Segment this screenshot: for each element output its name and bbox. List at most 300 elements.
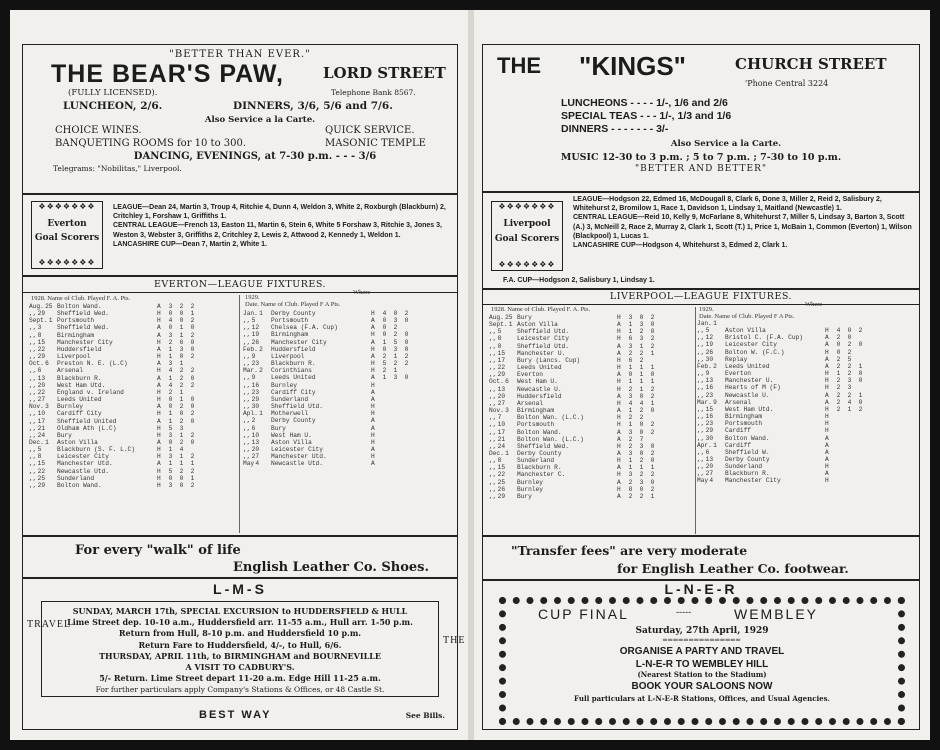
fixture-date: Nov. 3: [489, 407, 509, 415]
fixture-row: [243, 410, 448, 417]
fixture-club: Sheffield Wed.: [57, 310, 109, 318]
fixture-club: Manchester U.: [517, 349, 566, 357]
fixture-goals-against: 0: [847, 334, 852, 342]
fixture-row: [489, 314, 691, 321]
fixtures-header-where: Where: [805, 301, 823, 308]
fixture-club: Blackburn (S. F. L.C): [57, 446, 135, 454]
fixture-date: ,, 17: [489, 428, 506, 436]
fixture-points: [401, 417, 412, 424]
fixture-club: Manchester City: [271, 338, 327, 346]
fixture-row: [489, 450, 691, 457]
fixture-venue: A: [157, 331, 161, 339]
fixture-row: [243, 446, 448, 453]
lms-see-bills: See Bills.: [405, 711, 445, 720]
fixture-row: [489, 350, 691, 357]
fixture-points: 0: [650, 442, 655, 450]
fixture-points: 0: [190, 324, 195, 332]
fixture-points: [855, 463, 866, 470]
fixture-points: [855, 413, 866, 420]
scorers-box-title: Liverpool: [503, 219, 551, 229]
fixture-date: ,, 10: [243, 431, 260, 439]
fixture-venue: H: [371, 331, 375, 339]
fixture-goals-against: 1: [179, 388, 184, 396]
fixture-date: ,, 20: [489, 392, 506, 400]
fixture-points: 2: [404, 352, 409, 360]
bears-paw-service: QUICK SERVICE.: [325, 125, 415, 136]
fixture-goals-against: 4: [847, 398, 852, 406]
fixture-date: ,, 23: [243, 360, 260, 368]
fixture-goals-for: 0: [836, 341, 841, 349]
fixture-club: Blackburn R.: [57, 374, 102, 382]
fixture-points: [401, 460, 412, 467]
fixture-date: ,, 8: [489, 457, 502, 465]
fixture-row: [29, 317, 234, 324]
fixture-row: [243, 425, 448, 432]
lms-line-6: A VISIT TO CADBURY'S.: [185, 662, 295, 673]
fixtures-header-right: Date. Name of Club. Played F A Pts.: [245, 301, 341, 308]
fixture-goals-against: 0: [639, 314, 644, 321]
fixture-club: Aston Villa: [517, 321, 558, 329]
fixture-venue: H: [157, 338, 161, 346]
fixture-row: [489, 421, 691, 428]
fixture-points: 0: [650, 321, 655, 329]
fixture-date: ,, 3: [29, 324, 42, 332]
fixture-date: ,, 9: [243, 374, 256, 382]
fixture-goals-against: 1: [179, 431, 184, 439]
fixture-points: 2: [190, 453, 195, 461]
fixture-row: [243, 339, 448, 346]
fixture-goals-for: 1: [628, 321, 633, 329]
fixture-club: Bury: [517, 492, 532, 500]
fixture-date: ,, 19: [697, 341, 714, 349]
fixture-date: ,, 8: [29, 453, 42, 461]
fixture-date: Sept. 1: [489, 321, 513, 329]
fixture-points: [855, 384, 866, 391]
fixture-venue: A: [825, 334, 829, 342]
fixture-venue: H: [825, 413, 829, 421]
fixture-club: Sunderland: [271, 395, 309, 403]
fixture-points: 2: [190, 331, 195, 339]
fixture-date: Jan. 1: [697, 320, 717, 327]
liverpool-scorers-list: [573, 195, 913, 250]
fixture-goals-for: 1: [168, 460, 173, 468]
fixture-club: Bolton Wand.: [57, 481, 102, 489]
scorers-box-title: Everton: [47, 219, 87, 229]
fixture-club: Newcastle Utd.: [271, 460, 323, 468]
fixture-goals-against: 3: [639, 321, 644, 329]
fixture-date: ,, 16: [697, 384, 714, 392]
fixture-points: 2: [650, 335, 655, 343]
fixture-row: [29, 460, 234, 467]
divider: [483, 191, 919, 193]
ornament-rule: ═══════════════: [662, 636, 742, 644]
fixture-date: ,, 19: [243, 331, 260, 339]
fixture-goals-against: 5: [847, 355, 852, 363]
lms-excursion-box: [41, 601, 439, 697]
fixture-venue: A: [825, 455, 829, 463]
fixture-venue: H: [825, 405, 829, 413]
fixture-goals-against: [390, 453, 401, 460]
fixture-points: [401, 446, 412, 453]
fixture-goals-for: 4: [836, 327, 841, 335]
fixture-goals-against: 2: [639, 414, 644, 422]
fixture-goals-for: 2: [168, 388, 173, 396]
fixture-venue: H: [157, 431, 161, 439]
fixture-date: ,, 15: [489, 349, 506, 357]
fixtures-column-divider: [239, 295, 240, 533]
fixture-date: ,, 27: [29, 396, 46, 404]
fixture-venue: H: [825, 384, 829, 392]
fixture-goals-against: 2: [393, 331, 398, 339]
fixture-goals-for: [833, 449, 844, 456]
lner-nearest: (Nearest Station to the Stadium): [637, 670, 767, 679]
fixture-goals-against: [390, 396, 401, 403]
fixture-row: [243, 346, 448, 353]
fixture-goals-against: [390, 460, 401, 467]
fixture-goals-against: 2: [179, 403, 184, 411]
fixture-goals-for: 2: [628, 385, 633, 393]
fixture-venue: A: [617, 435, 621, 443]
lner-checkered-border: [499, 597, 905, 725]
divider: [23, 275, 457, 277]
kings-ad: [483, 51, 919, 191]
fixture-goals-for: 0: [168, 474, 173, 482]
fixture-goals-for: 2: [628, 349, 633, 357]
leather-ad-line-2: English Leather Co. Shoes.: [233, 560, 430, 575]
fixture-points: 0: [650, 371, 655, 379]
fixture-club: Hearts of M (F): [725, 384, 781, 392]
fixture-club: Newcastle Utd.: [57, 467, 109, 475]
fixture-date: ,, 29: [29, 353, 46, 361]
fixture-venue: A: [617, 349, 621, 357]
fixture-date: ,, 5: [697, 327, 710, 335]
fixture-goals-against: [390, 403, 401, 410]
fixture-goals-against: 3: [639, 442, 644, 450]
fixture-club: Portsmouth: [57, 317, 95, 325]
fixture-date: ,, 20: [243, 445, 260, 453]
fixture-goals-for: 2: [628, 414, 633, 422]
lms-title: L-M-S: [213, 581, 267, 597]
fixture-venue: H: [617, 364, 621, 372]
fixture-club: Manchester U.: [725, 377, 774, 385]
bears-paw-slogan: "BETTER THAN EVER.": [169, 49, 311, 60]
fixture-goals-for: [833, 456, 844, 463]
fixture-date: Nov. 3: [29, 403, 49, 411]
fixture-points: 2: [650, 449, 655, 457]
fixture-points: [647, 414, 658, 421]
fixture-goals-against: 2: [393, 324, 398, 332]
fixture-date: Feb. 2: [243, 345, 263, 353]
fixture-goals-for: 4: [628, 399, 633, 407]
fixture-row: [697, 327, 907, 334]
fixture-club: [725, 320, 825, 327]
fixture-row: [489, 486, 691, 493]
fixture-goals-against: [390, 417, 401, 424]
fixture-club: West Ham U.: [517, 378, 558, 386]
fixture-points: 1: [858, 391, 863, 399]
fixture-date: ,, 6: [29, 367, 42, 375]
fixture-club: Huddersfield: [57, 345, 102, 353]
scorers-lancashire-cup: LANCASHIRE CUP—Dean 7, Martin 2, White 1.: [113, 240, 268, 248]
fixture-points: [855, 334, 866, 341]
divider: [23, 535, 457, 537]
fixture-row: [489, 436, 691, 443]
fixture-goals-against: 1: [179, 453, 184, 461]
fixture-points: 1: [190, 474, 195, 482]
divider: [23, 577, 457, 579]
fixture-points: 2: [650, 485, 655, 493]
fixture-goals-for: 1: [628, 457, 633, 465]
fixture-goals-against: 1: [639, 385, 644, 393]
fixture-date: ,, 29: [243, 395, 260, 403]
fixture-goals-for: 1: [628, 328, 633, 336]
fixture-venue: H: [371, 381, 375, 389]
left-page-frame: [22, 44, 466, 730]
scorers-box-subtitle: Goal Scorers: [34, 233, 100, 243]
fixture-goals-against: [390, 425, 401, 432]
fixture-goals-against: 2: [639, 407, 644, 415]
fixture-row: [243, 331, 448, 338]
fixture-date: Oct. 6: [489, 378, 509, 386]
fixture-date: ,, 8: [489, 342, 502, 350]
fixture-club: Everton: [725, 370, 751, 378]
fixture-date: ,, 29: [29, 481, 46, 489]
fixture-goals-for: 1: [168, 446, 173, 454]
fixture-club: Arsenal: [725, 398, 751, 406]
fixture-points: [855, 477, 866, 484]
fixture-club: Burnley: [517, 478, 543, 486]
fixture-club: Leeds United: [271, 374, 316, 382]
fixture-points: [401, 453, 412, 460]
fixture-goals-for: 3: [628, 392, 633, 400]
fixture-venue: A: [371, 460, 375, 468]
fixture-venue: H: [371, 453, 375, 461]
fixture-row: [489, 479, 691, 486]
fixture-venue: A: [617, 428, 621, 436]
fixture-goals-against: 2: [179, 381, 184, 389]
fixture-points: [855, 349, 866, 356]
lms-line-5: THURSDAY, APRIL 11th, to BIRMINGHAM and BOURNEVILLE: [99, 650, 381, 661]
fixture-goals-for: 8: [628, 485, 633, 493]
fixture-venue: H: [825, 370, 829, 378]
fixture-date: ,, 17: [29, 417, 46, 425]
fixture-row: [489, 328, 691, 335]
fixture-row: [243, 453, 448, 460]
fixture-club: Birmingham: [271, 331, 309, 339]
fixture-date: Aug. 25: [29, 303, 53, 310]
fixture-points: 0: [404, 345, 409, 353]
kings-carte: Also Service a la Carte.: [670, 139, 782, 149]
fixture-goals-for: [379, 382, 390, 389]
fixture-row: [29, 403, 234, 410]
fixture-points: 0: [650, 478, 655, 486]
fixture-goals-against: 3: [847, 384, 852, 392]
fixture-date: May 4: [243, 460, 260, 468]
fixture-goals-for: 2: [836, 398, 841, 406]
fixture-date: ,, 27: [489, 399, 506, 407]
fixture-points: [187, 446, 198, 453]
fixture-venue: H: [617, 485, 621, 493]
fixture-venue: A: [371, 424, 375, 432]
fixture-goals-against: 1: [847, 405, 852, 413]
fixture-goals-against: 1: [639, 464, 644, 472]
fixture-goals-for: 0: [382, 317, 387, 325]
fixture-goals-for: [379, 396, 390, 403]
fixture-date: ,, 5: [489, 328, 502, 336]
lner-title: L-N-E-R: [664, 581, 738, 597]
fixture-date: Aug. 25: [489, 314, 513, 321]
fixture-date: ,, 20: [697, 463, 714, 471]
right-page: [474, 10, 930, 740]
fixture-club: West Ham Utd.: [725, 405, 774, 413]
fixture-row: [489, 400, 691, 407]
fixture-goals-against: [844, 420, 855, 427]
fixture-goals-for: 2: [628, 442, 633, 450]
fixture-venue: A: [157, 417, 161, 425]
fixtures-header-right-year: 1929.: [699, 306, 714, 313]
fixture-goals-for: 4: [168, 367, 173, 375]
fixture-goals-against: 1: [179, 324, 184, 332]
fixture-row: [697, 320, 907, 327]
left-page: [10, 10, 468, 740]
fixture-club: Preston N. E. (L.C): [57, 360, 128, 368]
fixture-points: 2: [650, 385, 655, 393]
fixture-row: [697, 377, 907, 384]
fixture-venue: A: [617, 449, 621, 457]
fixture-goals-against: 3: [639, 335, 644, 343]
fixture-goals-against: 1: [639, 342, 644, 350]
fixture-club: Birmingham: [725, 413, 763, 421]
fixture-date: Oct. 6: [29, 360, 49, 368]
fixture-goals-against: 0: [179, 317, 184, 325]
fixture-date: ,, 29: [29, 310, 46, 318]
fixture-venue: H: [371, 360, 375, 368]
fixture-goals-for: 0: [628, 371, 633, 379]
fixture-goals-for: 1: [628, 464, 633, 472]
fixture-row: [489, 443, 691, 450]
bears-paw-dinners: DINNERS, 3/6, 5/6 and 7/6.: [233, 100, 393, 112]
kings-menu: [561, 97, 919, 136]
fixture-points: 0: [190, 438, 195, 446]
fixture-venue: A: [371, 395, 375, 403]
fixture-venue: H: [157, 424, 161, 432]
lner-route: L-N-E-R TO WEMBLEY HILL: [635, 659, 769, 670]
fixture-venue: A: [371, 388, 375, 396]
fixture-points: 1: [650, 399, 655, 407]
fixture-venue: H: [157, 453, 161, 461]
fixture-goals-against: 2: [179, 374, 184, 382]
fixture-date: May 4: [697, 477, 714, 485]
fixture-row: [29, 360, 234, 367]
fixture-goals-against: [844, 442, 855, 449]
lner-book: BOOK YOUR SALOONS NOW: [631, 681, 773, 692]
lner-wembley: WEMBLEY: [734, 606, 819, 622]
fixture-goals-against: 3: [847, 377, 852, 385]
scorers-league: LEAGUE—Hodgson 22, Edmed 16, McDougall 8, Clark 6, Done 3, Miller 2, Reid 2, Salisbury 2, Whitehurst 2, Bromilow 1, Race 1, Davidson 1, Lindsay 1, Maitland (Newcastle) 1.: [573, 196, 882, 213]
fixture-goals-against: 1: [179, 331, 184, 339]
fixture-goals-against: 1: [639, 371, 644, 379]
fixture-row: [489, 321, 691, 328]
fixture-points: [401, 439, 412, 446]
fixture-row: [29, 367, 234, 374]
fixture-date: ,, 26: [243, 338, 260, 346]
fixture-date: ,, 7: [489, 414, 502, 422]
fixture-venue: H: [825, 420, 829, 428]
everton-scorers-box: [31, 201, 103, 269]
fixture-goals-for: [379, 439, 390, 446]
fixture-date: ,, 27: [243, 453, 260, 461]
fixture-row: [489, 457, 691, 464]
fixture-goals-against: [844, 463, 855, 470]
fixture-points: 0: [858, 341, 863, 349]
fixture-goals-for: 6: [628, 335, 633, 343]
fixture-goals-for: 4: [168, 381, 173, 389]
fixture-row: [243, 367, 448, 374]
fixture-goals-against: 0: [639, 485, 644, 493]
bears-paw-carte: Also Service a la Carte.: [204, 115, 316, 125]
scorers-central-league: CENTRAL LEAGUE—French 13, Easton 11, Martin 6, Stein 6, White 5 Forshaw 3, Ritchie 3, Jones 3, Weston 3, Webster 3, Griffiths 2, Critchley 2, Lewis 2, Attwood 2, Kennedy 1, Weldon 1.: [113, 222, 442, 239]
fixture-club: Blackburn R.: [271, 360, 316, 368]
fixture-venue: H: [157, 481, 161, 489]
fixture-goals-against: [844, 456, 855, 463]
fixture-venue: A: [825, 355, 829, 363]
fixture-goals-against: [844, 435, 855, 442]
fixture-venue: A: [825, 470, 829, 478]
fixture-date: ,, 15: [489, 464, 506, 472]
fixture-row: [697, 477, 907, 484]
lms-line-1: SUNDAY, MARCH 17th, SPECIAL EXCURSION to HUDDERSFIELD & HULL: [72, 606, 408, 616]
fixture-date: ,, 8: [489, 335, 502, 343]
fixture-goals-against: 4: [639, 399, 644, 407]
fixture-club: Bolton Wand.: [57, 303, 102, 310]
fixture-date: ,, 15: [29, 338, 46, 346]
fixture-date: ,, 23: [243, 388, 260, 396]
fixture-row: [29, 332, 234, 339]
fixture-club: Derby County: [271, 417, 316, 425]
fixture-row: [29, 410, 234, 417]
everton-fixtures-table-1928: [29, 303, 234, 533]
fixture-row: [697, 442, 907, 449]
fixture-goals-against: 2: [847, 341, 852, 349]
fixture-goals-for: 2: [382, 367, 387, 375]
fixture-goals-for: 2: [836, 355, 841, 363]
fixture-goals-for: [379, 453, 390, 460]
fixture-row: [489, 371, 691, 378]
fixture-row: [243, 460, 448, 467]
fixture-row: [697, 356, 907, 363]
fixture-row: [489, 493, 691, 500]
fixture-goals-for: 1: [168, 345, 173, 353]
fixture-club: Sheffield Wed.: [57, 324, 109, 332]
liverpool-scorers-box: [491, 201, 563, 271]
bears-paw-masonic: MASONIC TEMPLE: [325, 138, 426, 149]
fixture-venue: H: [617, 421, 621, 429]
fixture-venue: A: [825, 448, 829, 456]
lms-line-2: Lime Street dep. 10-10 a.m., Huddersfield arr. 11-55 a.m., Hull arr. 1-50 p.m.: [67, 617, 413, 628]
fixture-points: 0: [404, 331, 409, 339]
fixture-venue: H: [825, 327, 829, 335]
fixture-club: England v. Ireland: [57, 388, 124, 396]
fixture-date: ,, 6: [243, 424, 256, 432]
fixture-club: Newcastle U.: [517, 385, 562, 393]
fixture-goals-for: [833, 420, 844, 427]
fixture-points: [855, 456, 866, 463]
fixture-row: [243, 432, 448, 439]
bears-paw-telephone: Telephone Bank 8567.: [331, 88, 416, 97]
fixture-points: 2: [190, 317, 195, 325]
leather-ad-line-2: for English Leather Co. footwear.: [617, 561, 849, 576]
fixture-club: Cardiff City: [57, 410, 102, 418]
